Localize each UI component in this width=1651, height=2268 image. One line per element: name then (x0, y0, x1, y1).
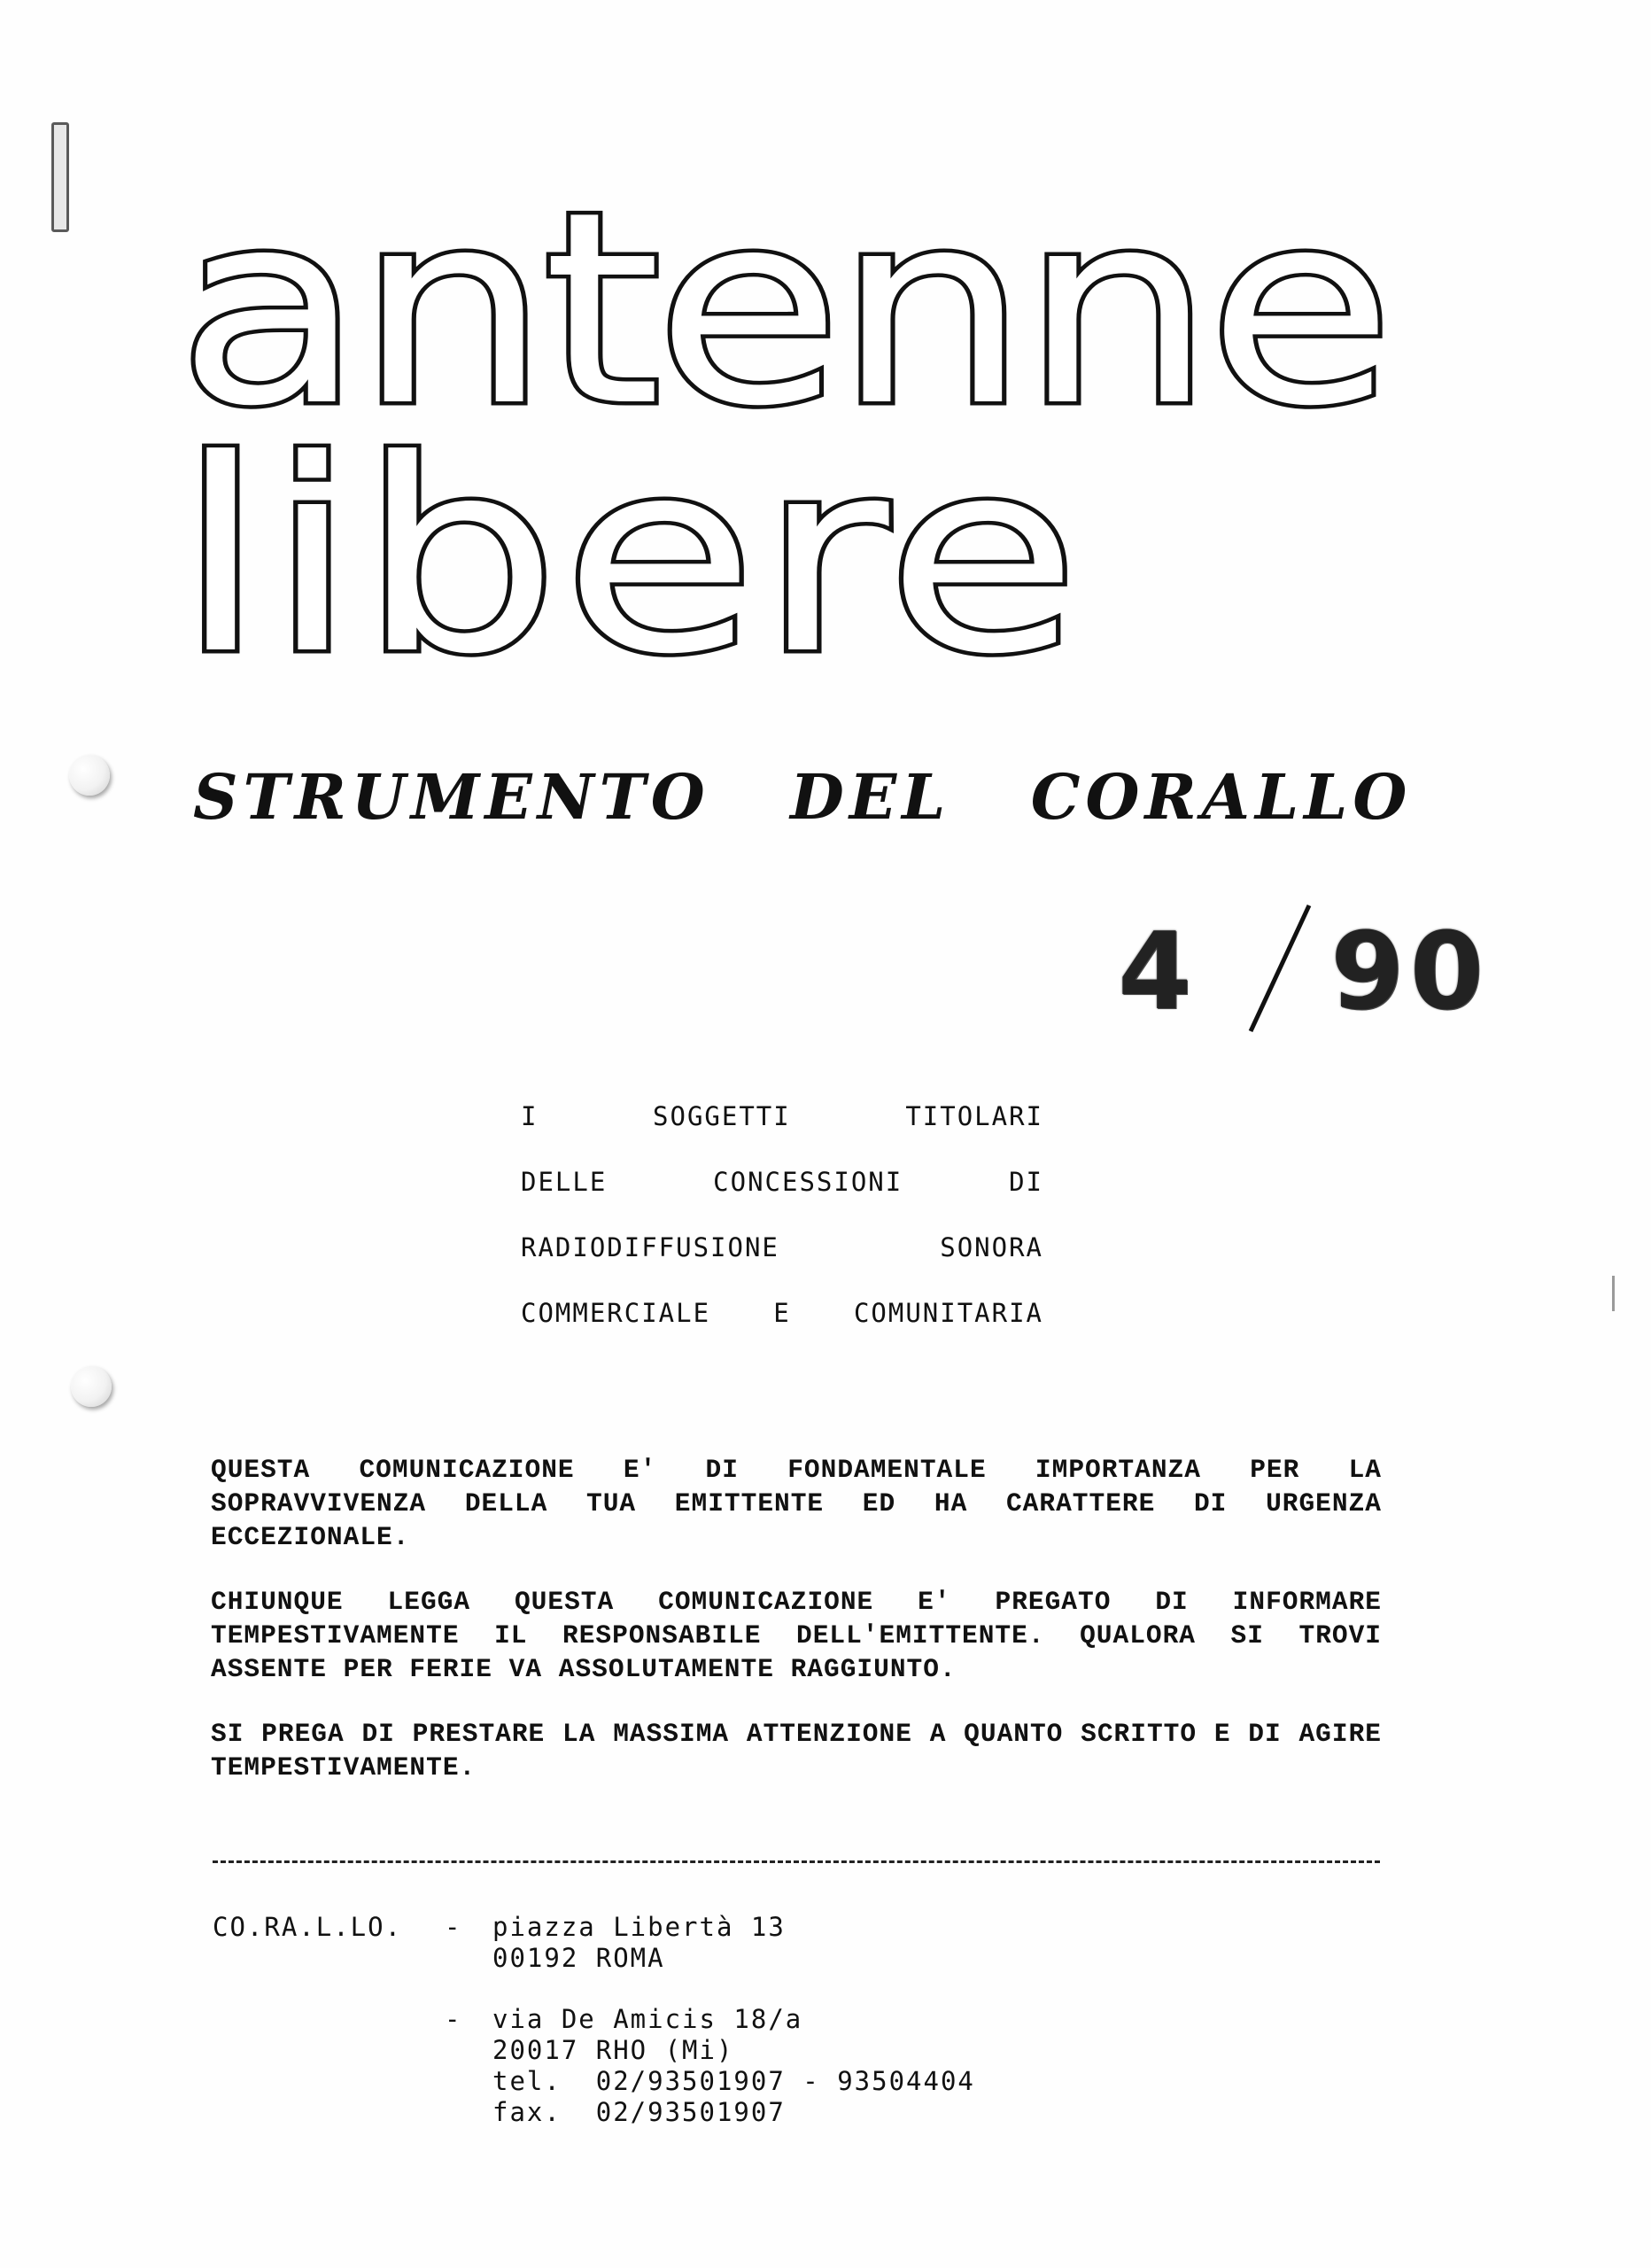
addressee-word: DELLE (521, 1167, 608, 1197)
contact-row (213, 1912, 1275, 1943)
notice-paragraph-1: QUESTA COMUNICAZIONE E' DI FONDAMENTALE IMPORTANZA PER LA SOPRAVVIVENZA DELLA TUA EMITTENTE ED HA CARATTERE DI URGENZA ECCEZIONALE. (211, 1455, 1382, 1552)
address-1-line-2: 00192 ROMA (492, 1943, 665, 1973)
fax-number: fax. 02/93501907 (492, 2097, 786, 2127)
organization-name: CO.RA.L.LO. (213, 1912, 403, 1942)
masthead-line-1: antenne (177, 155, 1388, 464)
contact-row (213, 1943, 1275, 1974)
addressee-word: DI (1009, 1167, 1043, 1197)
punch-hole-top (69, 755, 110, 796)
issue-year-value: 90 (1330, 911, 1489, 1034)
masthead-line-2: libere (177, 403, 1084, 712)
addressee-word: SONORA (940, 1232, 1043, 1262)
addressee-line (521, 1099, 1043, 1164)
addressee-line (521, 1164, 1043, 1230)
contact-row (213, 2097, 1275, 2128)
notice-body (211, 1453, 1382, 1815)
addressee-word: TITOLARI (905, 1101, 1043, 1131)
addressee-line (521, 1295, 1043, 1361)
contact-dash: - (445, 2004, 462, 2034)
address-1-line-1: piazza Libertà 13 (492, 1912, 786, 1942)
notice-paragraph-2: CHIUNQUE LEGGA QUESTA COMUNICAZIONE E' PREGATO DI INFORMARE TEMPESTIVAMENTE IL RESPONSABILE DELL'EMITTENTE. QUALORA SI TROVI ASSENTE PER FERIE VA ASSOLUTAMENTE RAGGIUNTO. (211, 1587, 1382, 1684)
staple (51, 122, 69, 232)
address-2-line-1: via De Amicis 18/a (492, 2004, 803, 2034)
dashed-divider (213, 1860, 1380, 1863)
edge-mark (1612, 1276, 1615, 1311)
contact-dash: - (445, 1912, 462, 1942)
addressee-block (521, 1099, 1043, 1361)
addressee-word: COMMERCIALE (521, 1298, 711, 1328)
issue-number-value: 4 (1118, 911, 1192, 1034)
telephone-number: tel. 02/93501907 - 93504404 (492, 2066, 975, 2096)
contact-row (213, 2035, 1275, 2066)
subtitle: STRUMENTO DEL CORALLO (193, 760, 1413, 834)
address-2-line-2: 20017 RHO (Mi) (492, 2035, 734, 2065)
addressee-word: I (521, 1101, 539, 1131)
addressee-word: RADIODIFFUSIONE (521, 1232, 779, 1262)
addressee-line (521, 1230, 1043, 1295)
contact-block (213, 1912, 1275, 2128)
addressee-word: CONCESSIONI (713, 1167, 903, 1197)
notice-paragraph-3: SI PREGA DI PRESTARE LA MASSIMA ATTENZIONE A QUANTO SCRITTO E DI AGIRE TEMPESTIVAMENTE. (211, 1719, 1382, 1783)
addressee-word: COMUNITARIA (853, 1298, 1043, 1328)
addressee-word: E (773, 1298, 791, 1328)
issue-number (1118, 902, 1525, 1035)
punch-hole-bottom (71, 1366, 112, 1407)
addressee-word: SOGGETTI (653, 1101, 791, 1131)
contact-row (213, 2004, 1275, 2035)
contact-row (213, 2066, 1275, 2097)
